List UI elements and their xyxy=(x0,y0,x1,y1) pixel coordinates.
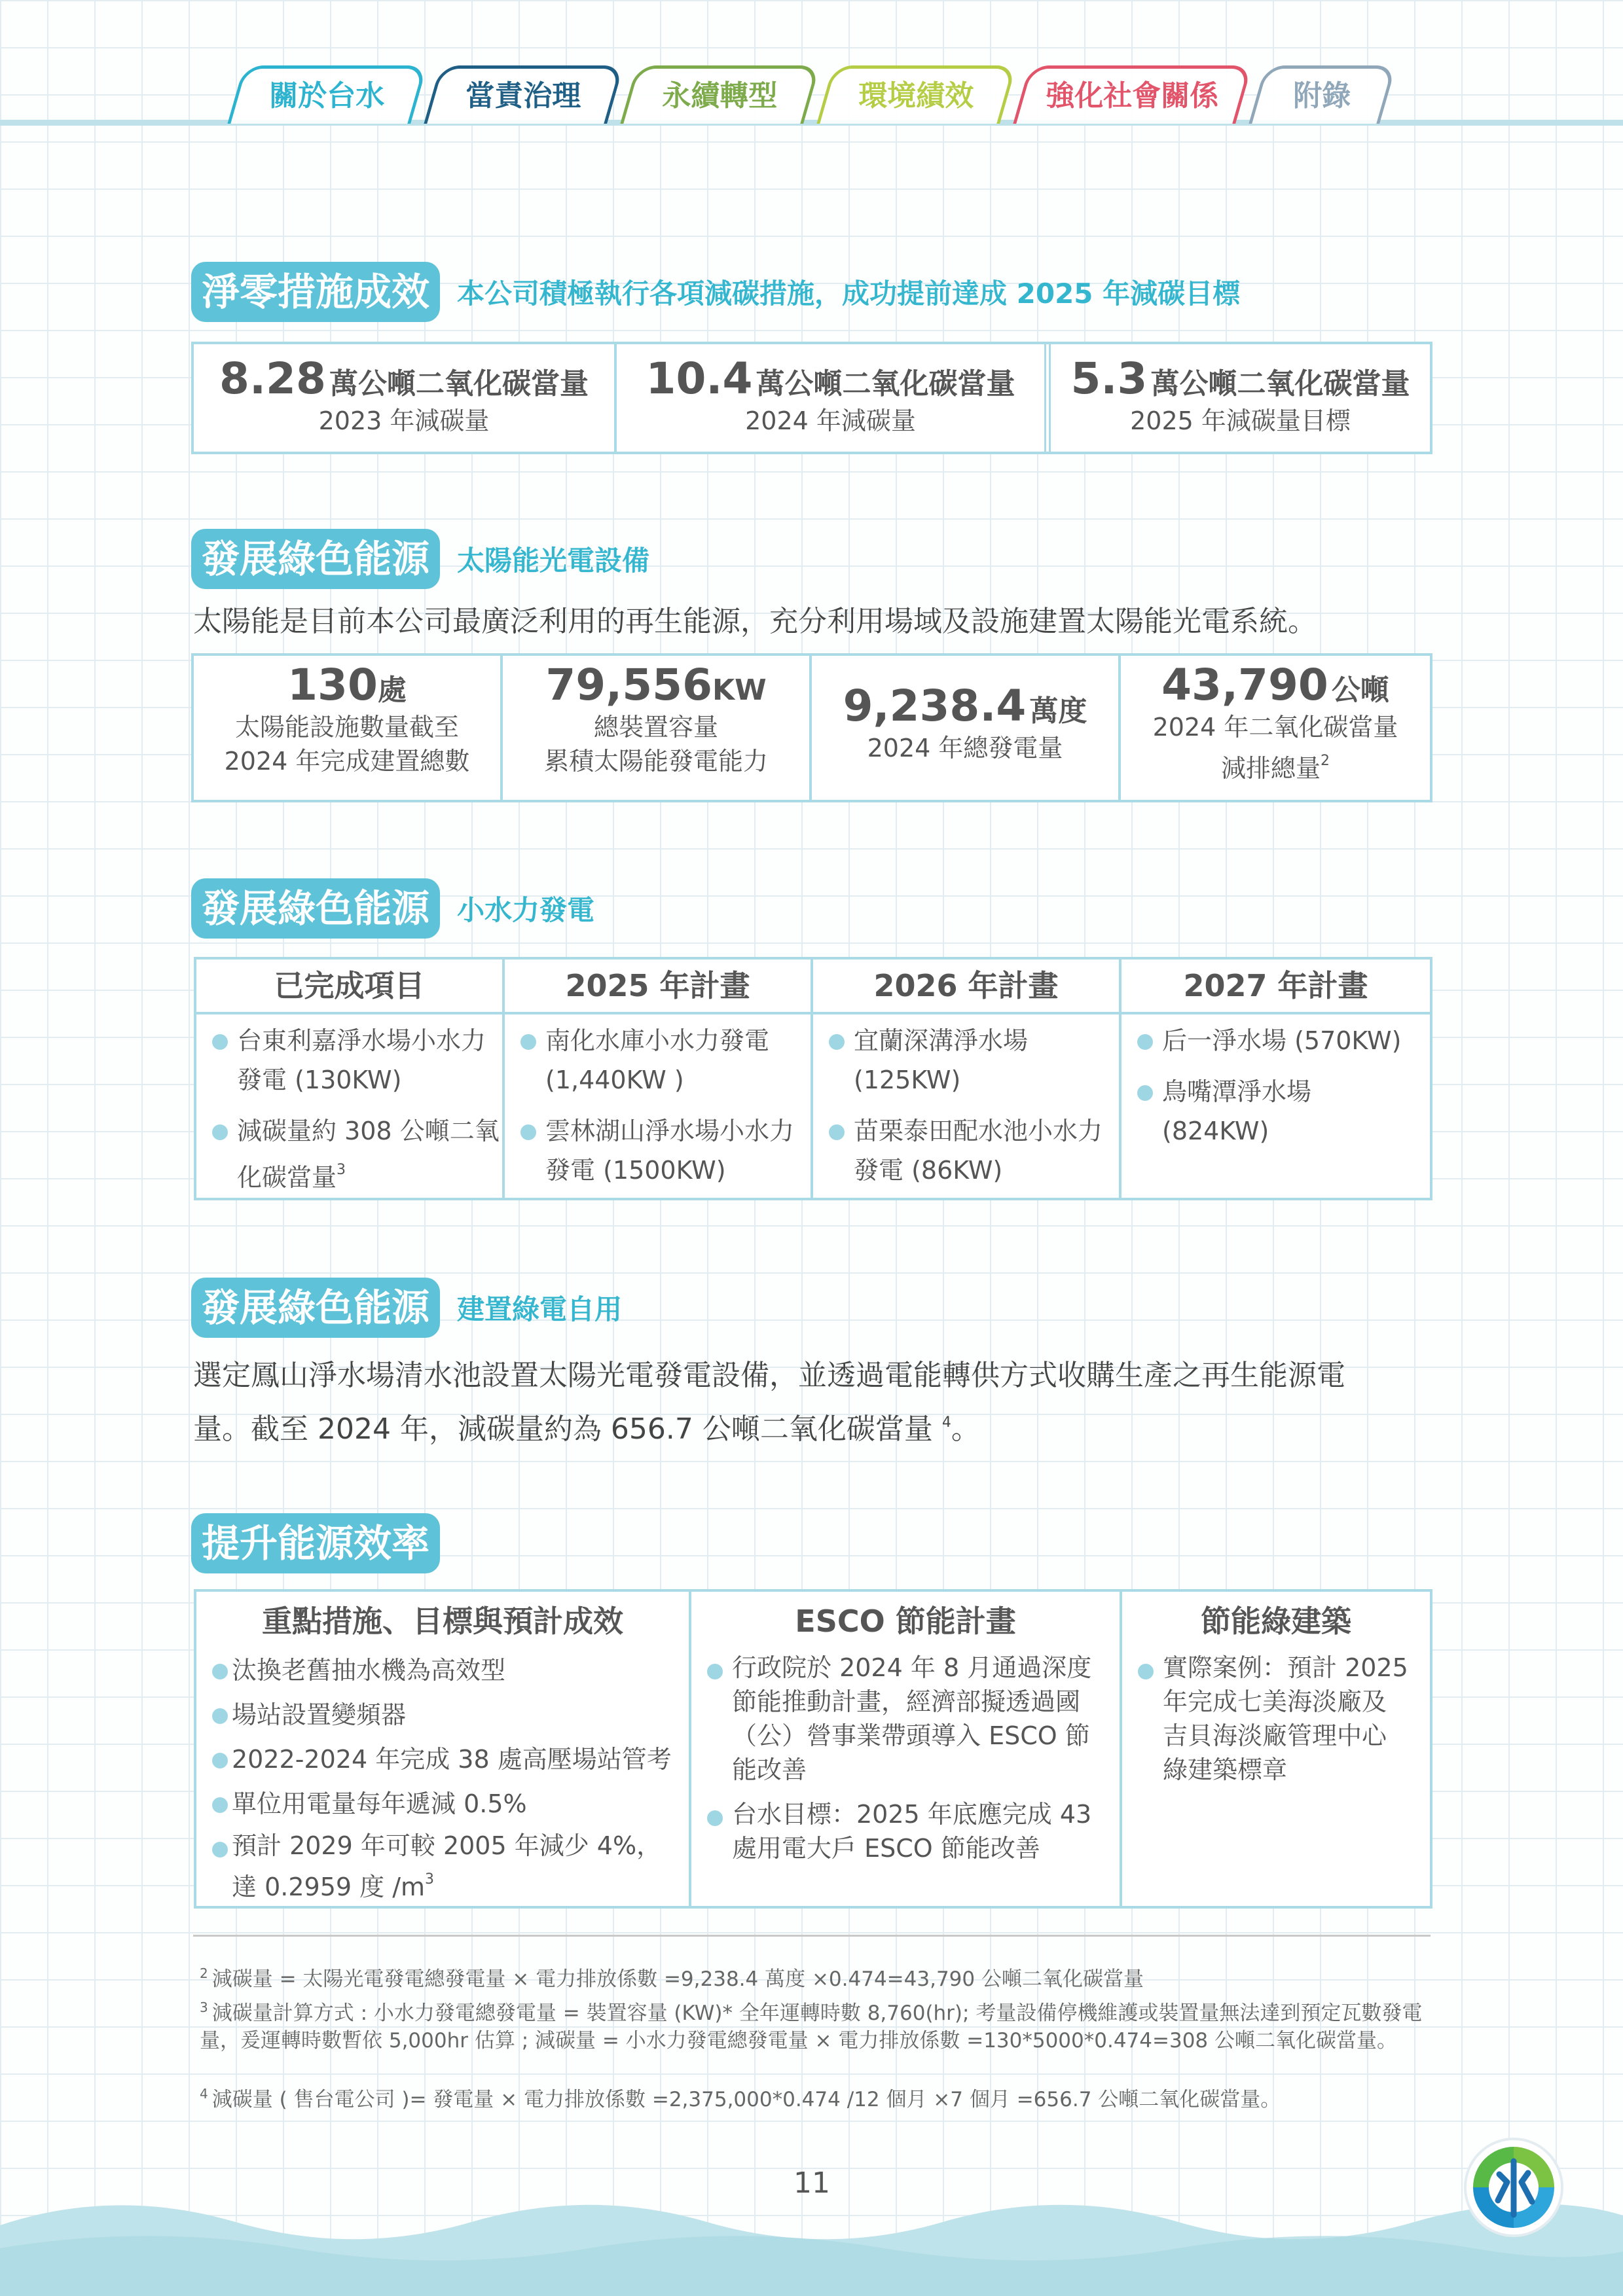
section-subtitle: 小水力發電 xyxy=(457,894,595,926)
net-zero-header xyxy=(191,262,1240,322)
tab-transition[interactable]: 永續轉型 xyxy=(620,65,820,124)
list-item: 雲林湖山淨水場小水力發電 (1500KW) xyxy=(505,1111,811,1190)
bottom-wave xyxy=(0,2186,1623,2296)
stat-unit: 公噸 xyxy=(1331,673,1389,707)
list-item: 汰換老舊抽水機為高效型 xyxy=(196,1651,689,1690)
footnote-number: 3 xyxy=(200,2000,208,2015)
list-item: 南化水庫小水力發電 (1,440KW ) xyxy=(505,1021,811,1100)
hydro-col-completed xyxy=(196,960,505,1198)
tab-appendix[interactable]: 附錄 xyxy=(1249,65,1396,124)
column-header: 節能綠建築 xyxy=(1201,1604,1351,1639)
list-item: 苗栗泰田配水池小水力發電 (86KW) xyxy=(813,1111,1119,1190)
section-title: 淨零措施成效 xyxy=(191,262,440,322)
net-zero-stats xyxy=(191,342,1432,454)
solar-header xyxy=(191,529,649,589)
tab-environment[interactable]: 環境績效 xyxy=(816,65,1017,124)
column-header: 已完成項目 xyxy=(196,960,502,1014)
list-item xyxy=(196,1829,689,1904)
footnote-2 xyxy=(200,1960,1431,1993)
stat-value: 9,238.4 xyxy=(843,681,1027,731)
taiwan-water-logo-icon xyxy=(1461,2135,1566,2240)
footnote-text: 減碳量計算方式 : 小水力發電總發電量 = 裝置容量 (KW)* 全年運轉時數 8,760(hr); 考量設備停機維護或裝置量無法達到預定瓦數發電量，爰運轉時數暫依 5,000hr 估算 ; 減碳量 = 小水力發電總發電量 × 電力排放係數 =130*5000*0.474=308 公噸二氧化碳當量。 xyxy=(200,2001,1423,2053)
unit-superscript: 3 xyxy=(425,1871,435,1888)
stat-value: 8.28 xyxy=(219,353,326,404)
footnote-3 xyxy=(200,1994,1431,2054)
stat-value: 5.3 xyxy=(1070,353,1148,404)
section-title: 發展綠色能源 xyxy=(191,878,440,939)
solar-stats xyxy=(191,653,1432,802)
stat-generation xyxy=(812,656,1121,800)
stat-caption: 2025 年減碳量目標 xyxy=(1130,406,1351,435)
hydro-col-2025 xyxy=(505,960,813,1198)
stat-unit: 萬公噸二氧化碳當量 xyxy=(756,367,1015,401)
footnote-text: 減碳量 = 太陽光電發電總發電量 × 電力排放係數 =9,238.4 萬度 ×0.474=43,790 公噸二氧化碳當量 xyxy=(211,1967,1144,1991)
footnote-ref: 4 xyxy=(941,1414,951,1431)
page-number: 11 xyxy=(793,2166,830,2200)
stat-unit: 萬公噸二氧化碳當量 xyxy=(329,367,589,401)
section-title: 發展綠色能源 xyxy=(191,529,440,589)
stat-caption: 總裝置容量 xyxy=(593,713,718,742)
section-title: 發展綠色能源 xyxy=(191,1278,440,1338)
stat-sites xyxy=(194,656,503,800)
stat-caption: 太陽能設施數量截至 xyxy=(234,713,459,742)
footnote-number: 2 xyxy=(200,1965,208,1981)
stat-capacity xyxy=(503,656,812,800)
hydro-col-2026 xyxy=(813,960,1122,1198)
list-item: 2022-2024 年完成 38 處高壓場站管考 xyxy=(196,1740,689,1779)
footnote-ref: 2 xyxy=(1321,753,1330,769)
stat-caption xyxy=(1121,744,1430,785)
efficiency-table xyxy=(194,1589,1432,1909)
efficiency-col-green-building xyxy=(1122,1592,1430,1906)
list-item: 鳥嘴潭淨水場 (824KW) xyxy=(1122,1072,1430,1151)
tab-about[interactable]: 關於台水 xyxy=(227,65,428,124)
column-header: 2025 年計畫 xyxy=(505,960,811,1014)
footnote-text: 減碳量 ( 售台電公司 )= 發電量 × 電力排放係數 =2,375,000*0.474 /12 個月 ×7 個月 =656.7 公噸二氧化碳當量。 xyxy=(211,2088,1281,2111)
stat-value: 43,790 xyxy=(1161,660,1328,710)
paragraph-text: 量。截至 2024 年，減碳量約為 656.7 公噸二氧化碳當量 xyxy=(193,1412,933,1446)
stat-caption: 2023 年減碳量 xyxy=(318,406,490,435)
stat-unit: 萬度 xyxy=(1029,694,1087,728)
efficiency-header xyxy=(191,1513,440,1573)
paragraph-line: 選定鳳山淨水場清水池設置太陽光電發電設備，並透過電能轉供方式收購生產之再生能源電 xyxy=(193,1359,1345,1392)
efficiency-col-esco xyxy=(691,1592,1122,1906)
item-text: 減碳量約 308 公噸二氧化碳當量 xyxy=(237,1117,500,1192)
item-text: 預計 2029 年可較 2005 年減少 4%，達 0.2959 度 /m xyxy=(232,1831,662,1901)
stat-unit: KW xyxy=(712,673,767,707)
caption-text: 減排總量 xyxy=(1220,754,1321,783)
list-item: 行政院於 2024 年 8 月通過深度節能推動計畫，經濟部擬透過國（公）營事業帶頭導入 ESCO 節能改善 xyxy=(691,1651,1120,1787)
tab-governance[interactable]: 當責治理 xyxy=(424,65,624,124)
section-title: 提升能源效率 xyxy=(191,1513,440,1573)
footnote-divider xyxy=(193,1935,1431,1937)
paragraph-line xyxy=(193,1399,1431,1453)
stat-value: 79,556 xyxy=(545,660,713,710)
stat-caption: 2024 年完成建置總數 xyxy=(224,747,470,776)
stat-caption: 累積太陽能發電能力 xyxy=(543,747,768,776)
list-item: 台水目標：2025 年底應完成 43 處用電大戶 ESCO 節能改善 xyxy=(691,1797,1120,1865)
stat-unit: 處 xyxy=(377,673,407,707)
tab-social[interactable]: 強化社會關係 xyxy=(1013,65,1252,124)
chapter-tabs xyxy=(0,52,1623,126)
column-header: 2027 年計畫 xyxy=(1122,960,1430,1014)
list-item: 實際案例：預計 2025 年完成七美海淡廠及吉貝海淡廠管理中心綠建築標章 xyxy=(1122,1651,1430,1787)
paragraph-end: 。 xyxy=(951,1412,980,1446)
efficiency-col-measures xyxy=(196,1592,691,1906)
stat-caption: 2024 年二氧化碳當量 xyxy=(1152,713,1398,742)
footnote-ref: 3 xyxy=(337,1162,346,1178)
list-item: 后一淨水場 (570KW) xyxy=(1122,1021,1430,1060)
section-subtitle: 太陽能光電設備 xyxy=(457,545,650,577)
hydro-table xyxy=(194,957,1432,1200)
hydro-header xyxy=(191,878,594,939)
section-subtitle: 建置綠電自用 xyxy=(457,1293,623,1325)
list-item: 單位用電量每年遞減 0.5% xyxy=(196,1784,689,1823)
list-item xyxy=(196,1111,502,1197)
stat-emission-reduction xyxy=(1121,656,1430,800)
self-use-header xyxy=(191,1278,622,1338)
solar-intro: 太陽能是目前本公司最廣泛利用的再生能源，充分利用場域及設施建置太陽能光電系統。 xyxy=(193,605,1317,638)
list-item: 宜蘭深溝淨水場 (125KW) xyxy=(813,1021,1119,1100)
hydro-col-2027 xyxy=(1122,960,1430,1198)
column-header: 重點措施、目標與預計成效 xyxy=(262,1604,623,1639)
stat-2024 xyxy=(617,344,1051,452)
stat-unit: 萬公噸二氧化碳當量 xyxy=(1150,367,1410,401)
footnote-4 xyxy=(200,2080,1431,2113)
column-header: 2026 年計畫 xyxy=(813,960,1119,1014)
self-use-paragraph xyxy=(193,1352,1431,1453)
section-subtitle: 本公司積極執行各項減碳措施，成功提前達成 2025 年減碳目標 xyxy=(457,278,1241,310)
stat-2025-target xyxy=(1051,344,1430,452)
stat-value: 130 xyxy=(287,660,378,710)
column-header: ESCO 節能計畫 xyxy=(795,1604,1016,1639)
stat-caption: 2024 年總發電量 xyxy=(867,734,1063,762)
list-item: 台東利嘉淨水場小水力發電 (130KW) xyxy=(196,1021,502,1100)
footnote-number: 4 xyxy=(200,2086,208,2102)
stat-caption: 2024 年減碳量 xyxy=(745,406,916,435)
stat-2023 xyxy=(194,344,617,452)
stat-value: 10.4 xyxy=(646,353,753,404)
list-item: 場站設置變頻器 xyxy=(196,1695,689,1734)
